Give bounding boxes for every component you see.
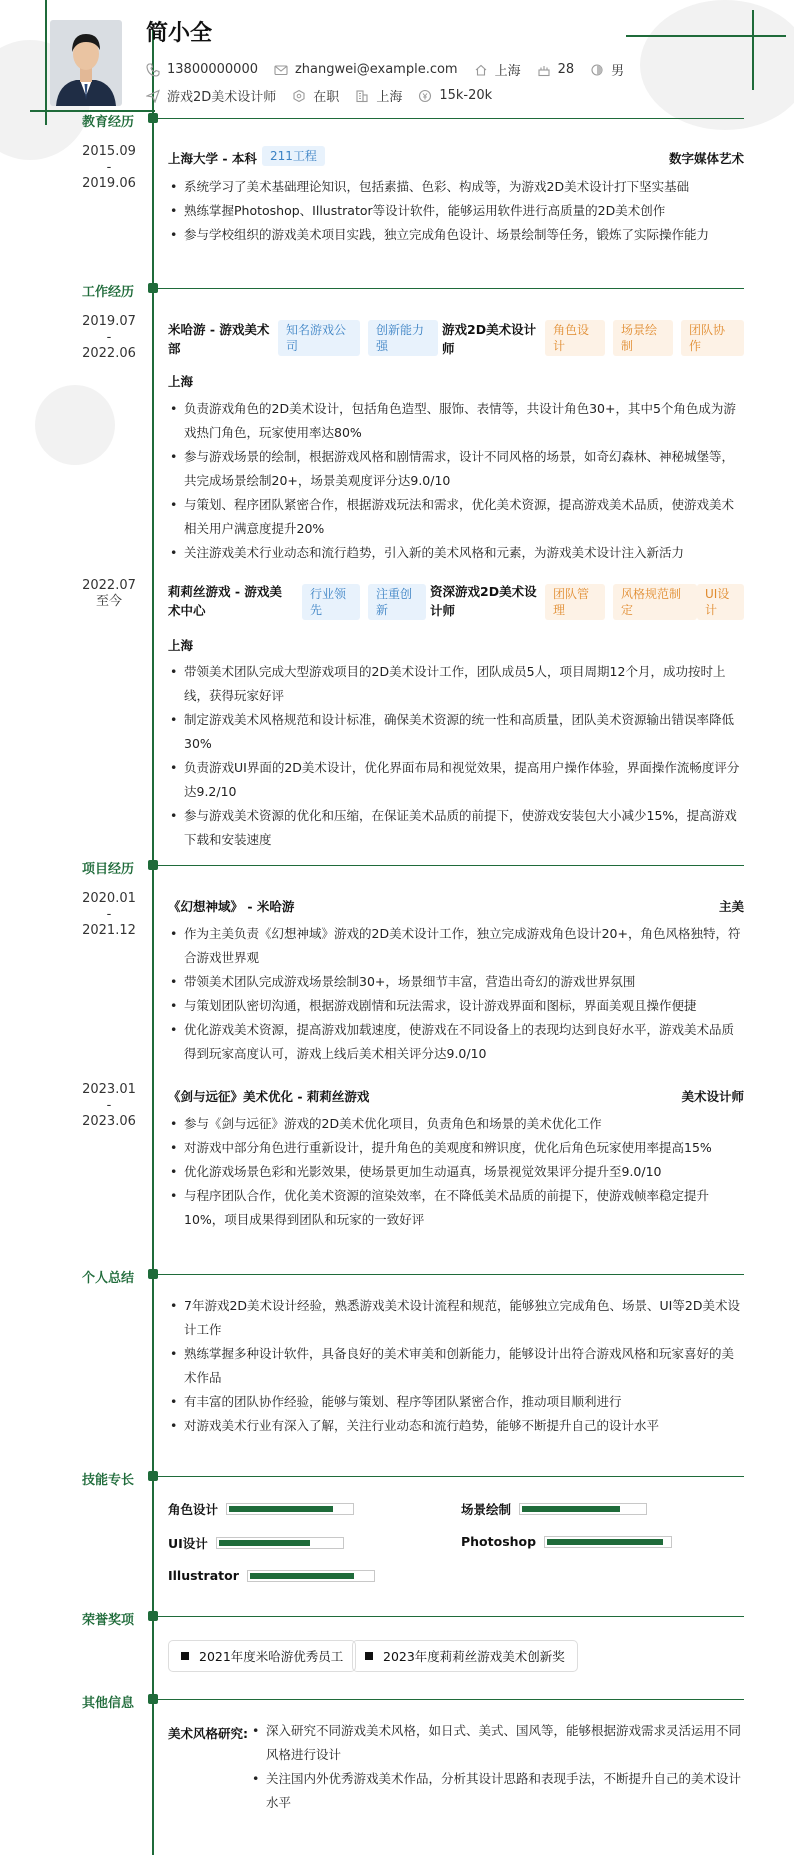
decorative-line (752, 10, 754, 90)
skill-item: UI设计 (168, 1534, 344, 1552)
list-item: • 参与游戏美术资源的优化和压缩，在保证美术品质的前提下，使游戏安装包大小减少15%，提高游戏下载和安装速度 (168, 804, 744, 852)
list-item: • 关注国内外优秀游戏美术作品，分析其设计思路和表现手法，不断提升自己的美术设计水平 (250, 1767, 744, 1815)
send-icon (146, 89, 160, 103)
list-item: • 负责游戏UI界面的2D美术设计，优化界面布局和视觉效果，提高用户操作体验，界面操作流畅度评分达9.2/10 (168, 756, 744, 804)
decorative-line (45, 0, 47, 125)
section-divider (152, 288, 744, 289)
work-date: 2019.07 - 2022.06 (82, 314, 136, 361)
list-item: • 负责游戏角色的2D美术设计，包括角色造型、服饰、表情等，共设计角色30+，其中5个角色成为游戏热门角色，玩家使用率达80% (168, 397, 744, 445)
section-title-other: 其他信息 (82, 1696, 135, 1711)
work-location: 上海 (168, 638, 194, 653)
company-tag: 知名游戏公司 (278, 320, 360, 356)
list-item: • 7年游戏2D美术设计经验，熟悉游戏美术设计流程和规范，能够独立完成角色、场景、UI等2D美术设计工作 (168, 1294, 744, 1342)
company-tag: 创新能力强 (368, 320, 438, 356)
project-details (168, 922, 744, 1066)
skill-level-bar (247, 1570, 375, 1582)
skill-item: Illustrator (168, 1568, 375, 1583)
coin-icon (418, 89, 432, 103)
project-date: 2020.01 - 2021.12 (82, 891, 136, 938)
education-details (168, 175, 744, 247)
avatar (50, 20, 122, 106)
company-tag: 注重创新 (368, 584, 426, 620)
timeline-node (148, 860, 158, 870)
list-item: • 参与《剑与远征》游戏的2D美术优化项目，负责角色和场景的美术优化工作 (168, 1112, 744, 1136)
other-label: 美术风格研究: (168, 1726, 248, 1741)
skill-item: Photoshop (461, 1534, 672, 1549)
timeline-node (148, 113, 158, 123)
contact-row (146, 60, 640, 79)
list-item: • 对游戏美术行业有深入了解，关注行业动态和流行趋势，能够不断提升自己的设计水平 (168, 1414, 744, 1438)
company-name: 莉莉丝游戏 - 游戏美术中心 (168, 584, 282, 618)
project-title: 《幻想神域》 - 米哈游 (168, 899, 295, 914)
timeline-node (148, 1269, 158, 1279)
city: 上海 (474, 60, 521, 79)
list-item: • 熟练掌握Photoshop、Illustrator等设计软件，能够运用软件进行高质量的2D美术创作 (168, 199, 744, 223)
list-item: • 与策划、程序团队紧密合作，根据游戏玩法和需求，优化美术资源，提高游戏美术品质，使游戏美术相关用户满意度提升20% (168, 493, 744, 541)
list-item: • 参与学校组织的游戏美术项目实践，独立完成角色设计、场景绘制等任务，锻炼了实际操作能力 (168, 223, 744, 247)
skill-tag: 团队协作 (681, 320, 744, 356)
other-details (250, 1719, 744, 1815)
list-item: • 与程序团队合作，优化美术资源的渲染效率，在不降低美术品质的前提下，使游戏帧率稳定提升10%，项目成果得到团队和玩家的一致好评 (168, 1184, 744, 1232)
list-item: • 系统学习了美术基础理论知识，包括素描、色彩、构成等，为游戏2D美术设计打下坚实基础 (168, 175, 744, 199)
skill-level-fill (522, 1506, 620, 1512)
timeline-node (148, 1471, 158, 1481)
decorative-circle (35, 385, 115, 465)
skill-level-bar (544, 1536, 672, 1548)
building-icon (355, 89, 369, 103)
status-icon (292, 89, 306, 103)
age: 28 (537, 62, 575, 77)
salary: 15k-20k (418, 88, 492, 103)
section-divider (152, 1616, 744, 1617)
list-item: • 参与游戏场景的绘制，根据游戏风格和剧情需求，设计不同风格的场景，如奇幻森林、神秘城堡等，共完成场景绘制20+，场景美观度评分达9.0/10 (168, 445, 744, 493)
timeline-node (148, 283, 158, 293)
summary-list (168, 1294, 744, 1438)
school-tag: 211工程 (262, 146, 325, 166)
list-item: • 制定游戏美术风格规范和设计标准，确保美术资源的统一性和高质量，团队美术资源输出错误率降低30% (168, 708, 744, 756)
email: zhangwei@example.com (274, 62, 458, 77)
timeline-node (148, 1611, 158, 1621)
project-details (168, 1112, 744, 1232)
decorative-circle (640, 0, 794, 130)
list-item: • 作为主美负责《幻想神域》游戏的2D美术设计工作，独立完成游戏角色设计20+，角色风格独特，符合游戏世界观 (168, 922, 744, 970)
skill-item: 场景绘制 (461, 1500, 647, 1518)
list-item: • 深入研究不同游戏美术风格，如日式、美式、国风等，能够根据游戏需求灵活运用不同风格进行设计 (250, 1719, 744, 1767)
skill-level-bar (519, 1503, 647, 1515)
list-item: • 带领美术团队完成游戏场景绘制30+，场景细节丰富，营造出奇幻的游戏世界氛围 (168, 970, 744, 994)
gender-icon (590, 63, 604, 77)
skill-item: 角色设计 (168, 1500, 354, 1518)
company-tag: 行业领先 (302, 584, 360, 620)
project-date: 2023.01 - 2023.06 (82, 1082, 136, 1129)
skill-tag: 场景绘制 (613, 320, 673, 356)
project-role: 主美 (718, 899, 744, 914)
section-divider (152, 1476, 744, 1477)
section-divider (152, 865, 744, 866)
list-item: • 带领美术团队完成大型游戏项目的2D美术设计工作，团队成员5人，项目周期12个月，成功按时上线，获得玩家好评 (168, 660, 744, 708)
timeline-line (152, 30, 154, 1855)
bullet-square-icon (181, 1652, 189, 1660)
section-title-projects: 项目经历 (82, 862, 135, 877)
skill-level-fill (229, 1506, 333, 1512)
skill-tag: UI设计 (697, 584, 744, 620)
decorative-line (626, 35, 786, 37)
position-title: 资深游戏2D美术设计师 (430, 584, 537, 618)
job-status: 在职 (292, 86, 339, 105)
major: 数字媒体艺术 (668, 151, 744, 166)
section-title-awards: 荣誉奖项 (82, 1613, 135, 1628)
phone-icon (146, 63, 160, 77)
award-item: 2021年度米哈游优秀员工 (168, 1640, 356, 1672)
phone: 13800000000 (146, 62, 258, 77)
work-details (168, 660, 744, 852)
section-divider (152, 1699, 744, 1700)
target-city: 上海 (355, 86, 402, 105)
section-divider (152, 1274, 744, 1275)
work-date: 2022.07 至今 (82, 578, 136, 609)
candidate-name: 简小全 (146, 21, 213, 46)
project-role: 美术设计师 (681, 1089, 744, 1104)
skill-tag: 团队管理 (545, 584, 605, 620)
work-location: 上海 (168, 374, 194, 389)
skill-level-bar (226, 1503, 354, 1515)
list-item: • 关注游戏美术行业动态和流行趋势，引入新的美术风格和元素，为游戏美术设计注入新活力 (168, 541, 744, 565)
company-name: 米哈游 - 游戏美术部 (168, 322, 270, 356)
skill-level-fill (250, 1573, 354, 1579)
section-title-education: 教育经历 (82, 115, 135, 130)
list-item: • 熟练掌握多种设计软件，具备良好的美术审美和创新能力，能够设计出符合游戏风格和玩家喜好的美术作品 (168, 1342, 744, 1390)
section-title-work: 工作经历 (82, 285, 135, 300)
skill-level-bar (216, 1537, 344, 1549)
home-icon (474, 63, 488, 77)
skill-tag: 风格规范制定 (613, 584, 697, 620)
list-item: • 对游戏中部分角色进行重新设计，提升角色的美观度和辨识度，优化后角色玩家使用率提高15% (168, 1136, 744, 1160)
cake-icon (537, 63, 551, 77)
work-details (168, 397, 744, 565)
project-title: 《剑与远征》美术优化 - 莉莉丝游戏 (168, 1089, 370, 1104)
list-item: • 与策划团队密切沟通，根据游戏剧情和玩法需求，设计游戏界面和图标，界面美观且操作便捷 (168, 994, 744, 1018)
school-name: 上海大学 - 本科 (168, 151, 257, 166)
award-item: 2023年度莉莉丝游戏美术创新奖 (352, 1640, 578, 1672)
skill-tag: 角色设计 (545, 320, 605, 356)
section-title-summary: 个人总结 (82, 1271, 135, 1286)
list-item: • 有丰富的团队协作经验，能够与策划、程序等团队紧密合作，推动项目顺利进行 (168, 1390, 744, 1414)
education-date: 2015.09 - 2019.06 (82, 144, 136, 191)
skill-level-fill (547, 1539, 663, 1545)
job-intent-row (146, 86, 508, 105)
gender: 男 (590, 60, 624, 79)
bullet-square-icon (365, 1652, 373, 1660)
timeline-node (148, 1694, 158, 1704)
list-item: • 优化游戏美术资源，提高游戏加载速度，使游戏在不同设备上的表现均达到良好水平，游戏美术品质得到玩家高度认可，游戏上线后美术相关评分达9.0/10 (168, 1018, 744, 1066)
skill-level-fill (219, 1540, 311, 1546)
section-divider (152, 118, 744, 119)
mail-icon (274, 63, 288, 77)
target-position: 游戏2D美术设计师 (146, 86, 276, 105)
section-title-skills: 技能专长 (82, 1473, 135, 1488)
position-title: 游戏2D美术设计师 (442, 322, 537, 356)
list-item: • 优化游戏场景色彩和光影效果，使场景更加生动逼真，场景视觉效果评分提升至9.0/10 (168, 1160, 744, 1184)
